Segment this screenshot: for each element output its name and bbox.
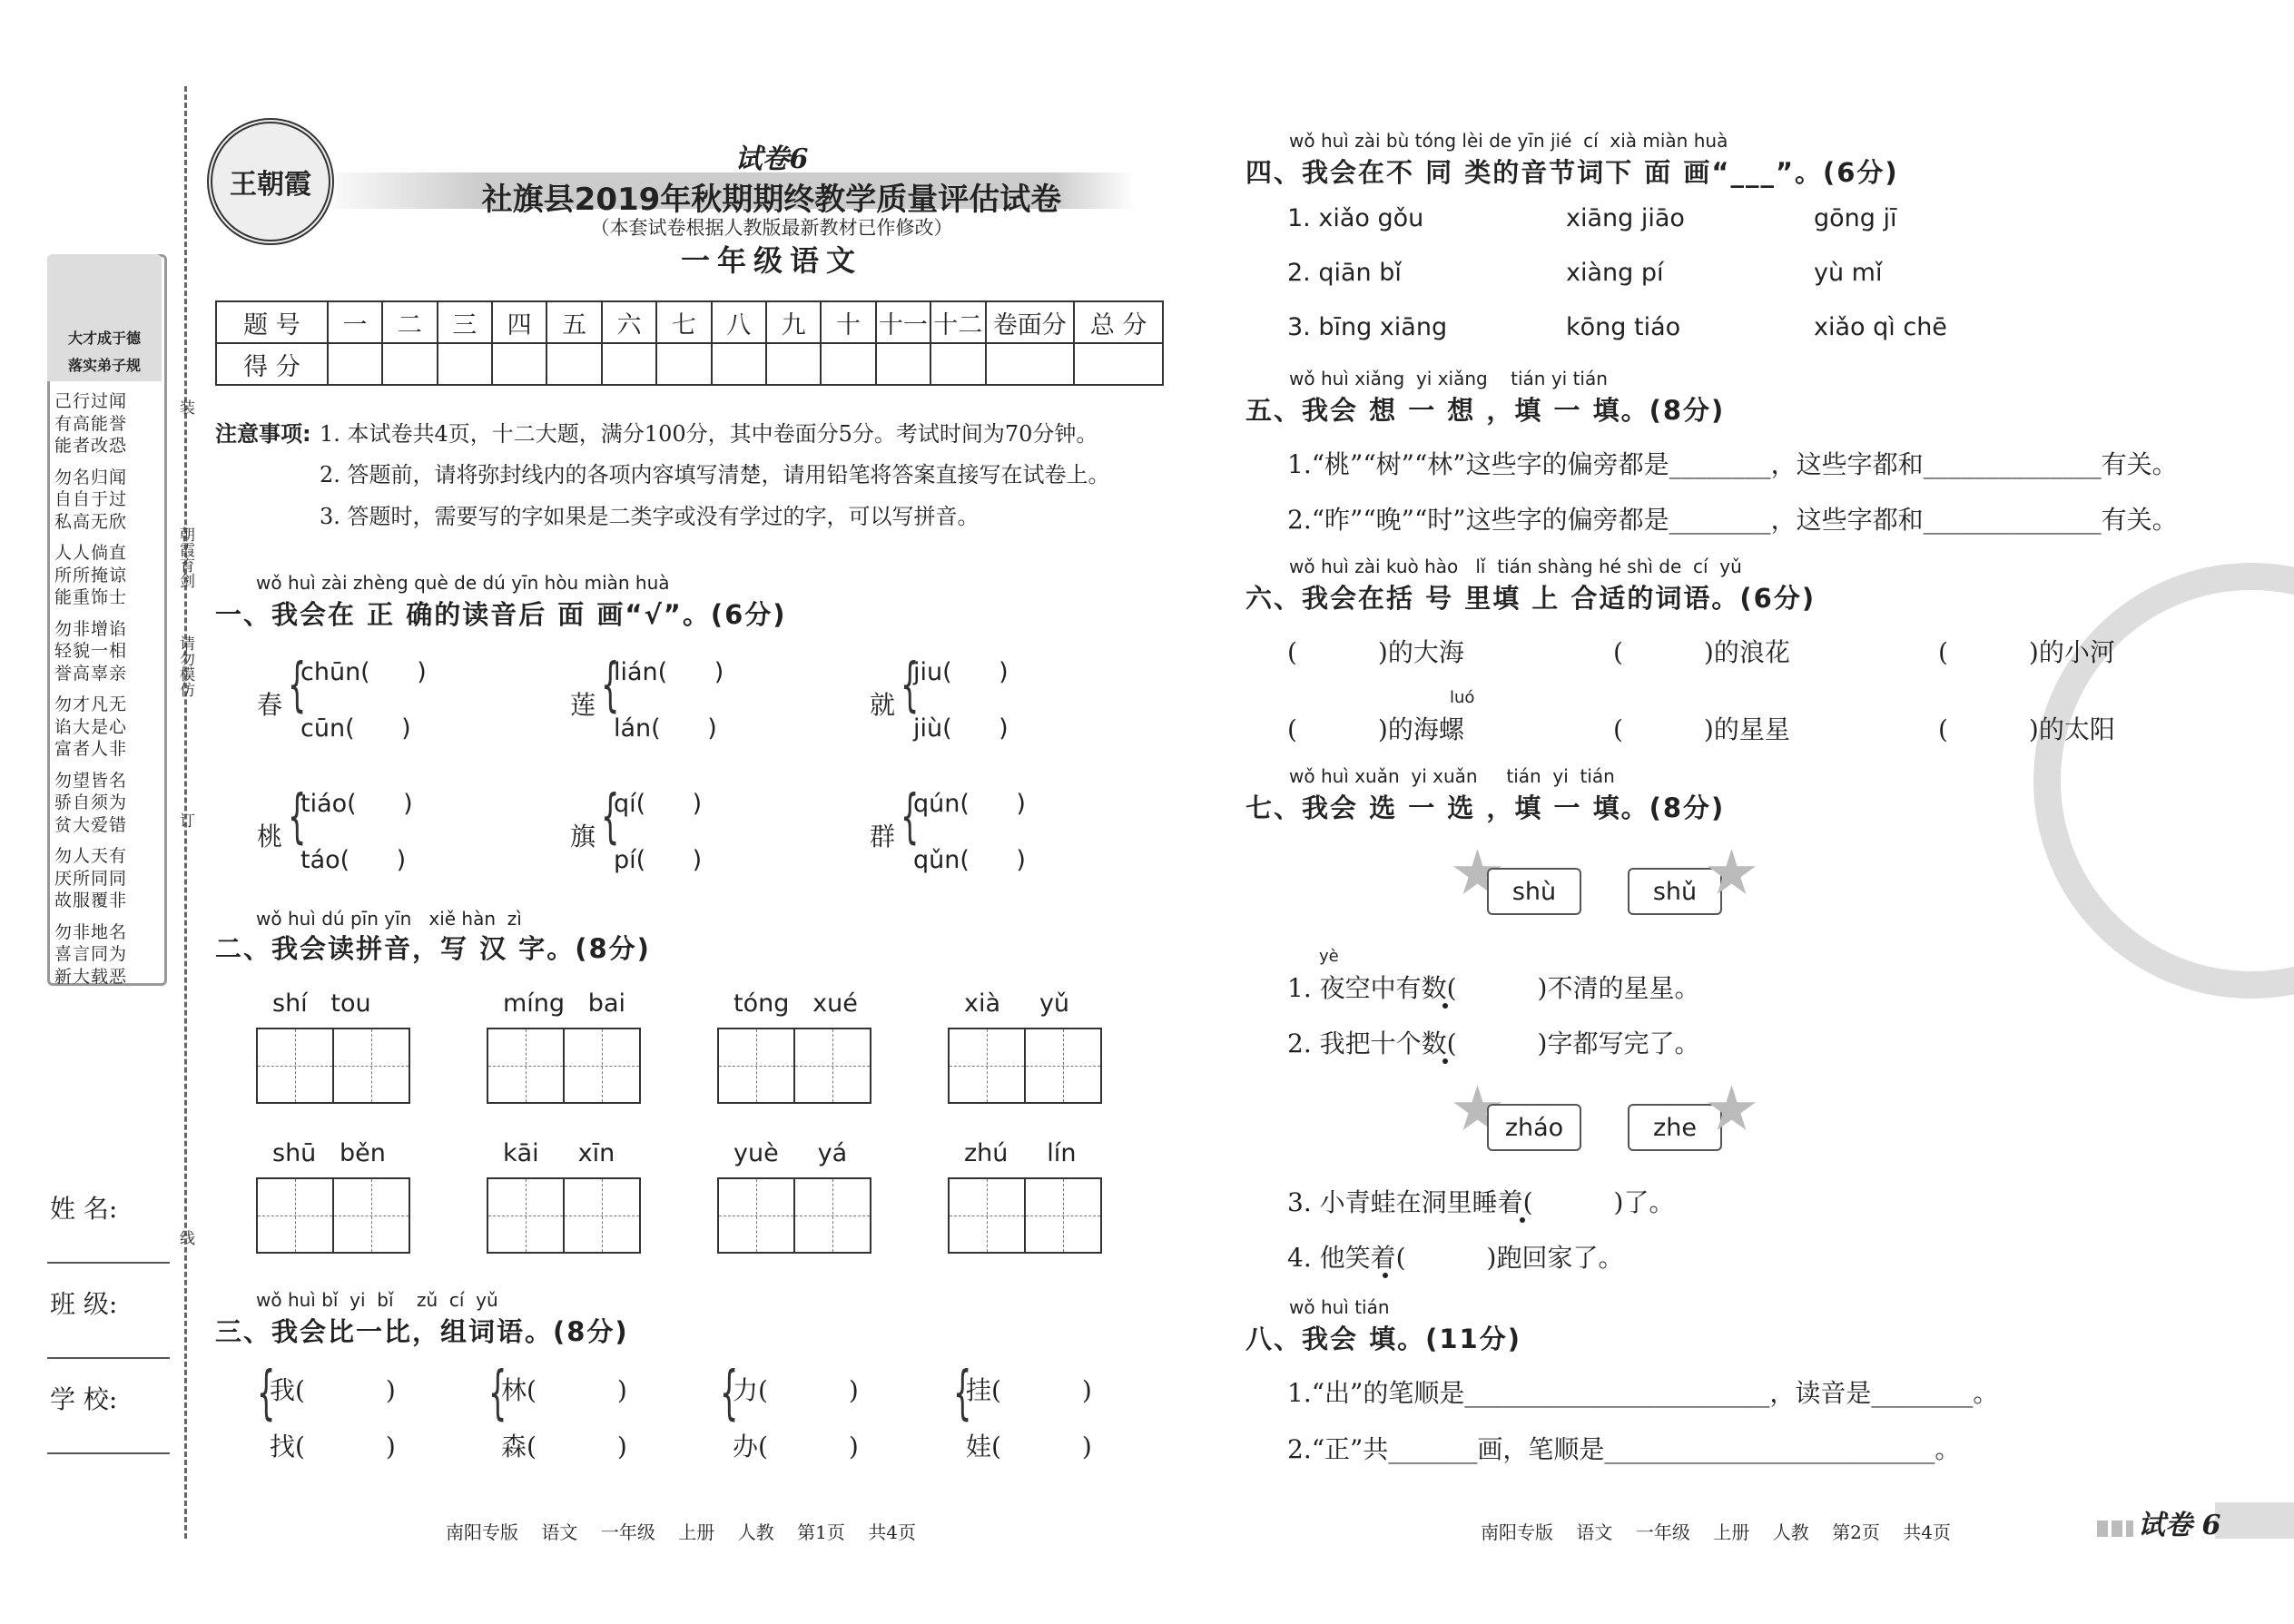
motto-row: 勿非增谄	[54, 618, 128, 639]
q1-char: 莲	[570, 690, 596, 720]
score-input-cell[interactable]	[766, 343, 821, 385]
q1-option-b: lán( )	[614, 714, 717, 743]
q4-option: xiāng jiāo	[1566, 204, 1685, 232]
paper-number: 试卷6	[734, 143, 809, 175]
q6-item-3: ( )的小河	[1938, 637, 2115, 667]
q7-item-1: 1. 夜空中有数( )不清的星星。	[1287, 973, 1700, 1003]
q4-pinyin: wǒ huì zài bù tóng lèi de yīn jié cí xià miàn huà	[1289, 130, 1728, 152]
tianzige-cell[interactable]	[1026, 1029, 1100, 1102]
q1-option-a: jiu( )	[913, 658, 1009, 686]
tianzige-cell[interactable]	[258, 1029, 334, 1102]
q2-title: 二、我会读拼音，写 汉 字。(8分)	[215, 933, 651, 964]
score-header-cell: 题 号	[216, 301, 328, 343]
motto-row: 勿人天有	[54, 846, 128, 866]
tianzige-grid[interactable]	[256, 1028, 410, 1104]
motto-row: 自自于过	[54, 489, 128, 509]
motto-row: 勿名归闻	[54, 467, 128, 487]
motto-row: 私高无欣	[54, 511, 128, 532]
score-header-cell: 四	[492, 301, 546, 343]
pinyin-card-zhe: zhe	[1628, 1104, 1722, 1151]
pinyin-card-shu3: shǔ	[1628, 868, 1722, 915]
score-input-cell[interactable]	[986, 343, 1075, 385]
tianzige-cell[interactable]	[565, 1179, 639, 1252]
pinyin-card-zhao: zháo	[1487, 1104, 1581, 1151]
score-header-cell: 二	[382, 301, 437, 343]
score-header-cell: 总 分	[1074, 301, 1163, 343]
q2-pinyin-word: kāi xīn	[503, 1139, 615, 1167]
q7-pinyin: wǒ huì xuǎn yi xuǎn tián yi tián	[1289, 765, 1615, 787]
side-note-1: 装	[176, 399, 194, 415]
q1-char: 旗	[570, 822, 596, 851]
brace-icon: {	[257, 1360, 276, 1427]
score-label-cell: 得 分	[216, 343, 328, 385]
motto-row: 勿才凡无	[54, 694, 128, 714]
motto-row: 人人倘直	[54, 543, 128, 563]
brace-icon: {	[288, 652, 307, 719]
score-input-cell[interactable]	[382, 343, 437, 385]
motto-row: 骄自须为	[54, 792, 128, 812]
q7-title: 七、我会 选 一 选 ，填 一 填。(8分)	[1245, 792, 1726, 823]
motto-row: 能重饰士	[54, 587, 128, 607]
q2-pinyin-word: shí tou	[272, 989, 371, 1018]
q1-char: 春	[257, 690, 283, 720]
score-header-cell: 九	[766, 301, 821, 343]
brace-icon: {	[720, 1360, 739, 1427]
notice-item-1: 1. 本试卷共4页，十二大题，满分100分，其中卷面分5分。考试时间为70分钟。	[320, 421, 1098, 447]
score-input-cell[interactable]	[656, 343, 711, 385]
q6-item-6: ( )的太阳	[1938, 714, 2115, 744]
q1-char: 桃	[257, 822, 283, 851]
motto-row: 谄大是心	[54, 716, 128, 737]
emphasis-dot	[1383, 1273, 1388, 1278]
q1-option-b: táo( )	[300, 846, 407, 874]
tianzige-cell[interactable]	[565, 1029, 639, 1102]
q6-item-5: ( )的星星	[1613, 714, 1790, 744]
score-header-cell: 五	[546, 301, 601, 343]
q2-pinyin-word: tóng xué	[733, 989, 858, 1018]
motto-row: 誉高辜亲	[54, 663, 128, 684]
q3-word-a: 挂( )	[966, 1375, 1092, 1405]
score-header-cell: 六	[602, 301, 656, 343]
motto-row: 所所掩谅	[54, 565, 128, 586]
q3-word-b: 找( )	[270, 1432, 396, 1462]
brace-icon: {	[901, 783, 920, 851]
strip-caption-2: 落实弟子规	[67, 357, 141, 374]
class-field[interactable]	[47, 1357, 170, 1359]
q6-item-2: ( )的浪花	[1613, 637, 1790, 667]
q1-option-a: qí( )	[614, 790, 703, 818]
q1-option-a: lián( )	[614, 658, 724, 686]
motto-row: 轻貌一相	[54, 641, 128, 661]
q1-option-b: pí( )	[614, 846, 703, 874]
footer-left: 南阳专版 语文 一年级 上册 人教 第1页 共4页	[445, 1521, 917, 1543]
name-field[interactable]	[47, 1262, 170, 1264]
motto-row: 贫大爱错	[54, 814, 128, 835]
tianzige-cell[interactable]	[719, 1029, 795, 1102]
name-label: 姓 名:	[50, 1194, 118, 1224]
brace-icon: {	[601, 652, 620, 719]
q5-item-1: 1.“桃”“树”“林”这些字的偏旁都是________，这些字都和______________有关。	[1287, 449, 2178, 479]
tianzige-cell[interactable]	[1026, 1179, 1100, 1252]
q4-title: 四、我会在不 同 类的音节词下 面 画“___”。(6分)	[1245, 157, 1899, 188]
notice-item-3: 3. 答题时，需要写的字如果是二类字或没有学过的字，可以写拼音。	[320, 504, 980, 529]
tianzige-cell[interactable]	[334, 1179, 409, 1252]
motto-row: 新大载恶	[54, 966, 128, 987]
score-header-cell: 十	[821, 301, 875, 343]
score-header-cell: 卷面分	[986, 301, 1075, 343]
brace-icon: {	[488, 1360, 507, 1427]
school-label: 学 校:	[50, 1384, 118, 1414]
motto-row: 勿非地名	[54, 921, 128, 942]
q6-item-4: ( )的海螺	[1287, 714, 1464, 744]
q5-item-2: 2.“昨”“晚”“时”这些字的偏旁都是________，这些字都和______________有关。	[1287, 505, 2178, 535]
q2-pinyin-word: zhú lín	[964, 1139, 1077, 1167]
q3-pinyin: wǒ huì bǐ yi bǐ zǔ cí yǔ	[256, 1289, 498, 1311]
score-input-cell[interactable]	[930, 343, 985, 385]
motto-row: 喜言同为	[54, 944, 128, 964]
score-input-cell[interactable]	[712, 343, 766, 385]
q1-option-a: chūn( )	[300, 658, 427, 686]
side-note-4: 订	[176, 812, 194, 828]
q7-item-3: 3. 小青蛙在洞里睡着( )了。	[1287, 1187, 1675, 1217]
motto-row: 厌所同同	[54, 868, 128, 889]
q4-option: kōng tiáo	[1566, 313, 1681, 341]
tianzige-cell[interactable]	[795, 1029, 870, 1102]
brace-icon: {	[601, 783, 620, 851]
motto-text	[54, 390, 156, 997]
score-input-cell[interactable]	[546, 343, 601, 385]
q8-pinyin: wǒ huì tián	[1289, 1296, 1390, 1318]
strip-caption-1: 大才成于德	[67, 330, 141, 347]
q3-word-b: 娃( )	[966, 1432, 1092, 1462]
q3-word-a: 力( )	[733, 1375, 859, 1405]
score-input-cell[interactable]	[438, 343, 492, 385]
notice-item-2: 2. 答题前，请将弥封线内的各项内容填写清楚，请用铅笔将答案直接写在试卷上。	[320, 462, 1110, 487]
footer-paper-number: 试卷 6	[2138, 1510, 2221, 1541]
q8-title: 八、我会 填。(11分)	[1245, 1324, 1521, 1354]
q1-option-a: qún( )	[913, 790, 1026, 818]
q5-pinyin: wǒ huì xiǎng yi xiǎng tián yi tián	[1289, 368, 1608, 389]
score-input-cell[interactable]	[1074, 343, 1163, 385]
score-header-cell: 一	[328, 301, 382, 343]
brace-icon: {	[288, 783, 307, 851]
emphasis-dot	[1442, 1058, 1448, 1064]
tianzige-cell[interactable]	[334, 1029, 409, 1102]
q3-word-a: 我( )	[270, 1375, 396, 1405]
motto-row: 勿望皆名	[54, 770, 128, 791]
tianzige-cell[interactable]	[719, 1179, 795, 1252]
motto-row: 己行过闻	[54, 391, 128, 411]
side-note-2: 朝霞育剑	[176, 527, 194, 588]
tianzige-cell[interactable]	[488, 1179, 565, 1252]
brace-icon: {	[901, 652, 920, 719]
q4-option: 1. xiǎo gǒu	[1287, 204, 1424, 232]
motto-row: 故服覆非	[54, 891, 128, 910]
score-input-cell[interactable]	[602, 343, 656, 385]
logo: 王朝霞	[207, 118, 334, 245]
score-input-cell[interactable]	[492, 343, 546, 385]
score-header-cell: 七	[656, 301, 711, 343]
score-header-cell: 三	[438, 301, 492, 343]
notice-label: 注意事项:	[215, 421, 311, 447]
q7-item-2: 2. 我把十个数( )字都写完了。	[1287, 1029, 1700, 1058]
q3-word-b: 森( )	[501, 1432, 627, 1462]
tianzige-grid[interactable]	[717, 1028, 871, 1104]
q6-pinyin: wǒ huì zài kuò hào lǐ tián shàng hé shì de cí yǔ	[1289, 556, 1742, 577]
class-label: 班 级:	[50, 1289, 118, 1319]
q3-word-b: 办( )	[733, 1432, 859, 1462]
q1-title: 一、我会在 正 确的读音后 面 画“√”。(6分)	[215, 599, 787, 630]
score-table	[215, 300, 1164, 386]
emphasis-dot	[1520, 1217, 1525, 1223]
motto-row: 能者改恐	[54, 436, 128, 456]
school-field[interactable]	[47, 1452, 170, 1454]
page-title: 社旗县2019年秋期期终教学质量评估试卷	[481, 182, 1062, 218]
q2-pinyin-word: shū běn	[272, 1139, 386, 1167]
q8-item-2: 2.“正”共_______画，笔顺是__________________________。	[1287, 1434, 1961, 1464]
tianzige-grid[interactable]	[487, 1177, 641, 1254]
q8-item-1: 1.“出”的笔顺是________________________，读音是________。	[1287, 1378, 1999, 1408]
side-note-5: 线	[176, 1230, 194, 1245]
tianzige-cell[interactable]	[950, 1029, 1026, 1102]
q1-option-b: jiù( )	[913, 714, 1009, 743]
footer-deco	[2097, 1521, 2133, 1537]
tianzige-grid[interactable]	[948, 1028, 1102, 1104]
q6-title: 六、我会在括 号 里填 上 合适的词语。(6分)	[1245, 583, 1816, 614]
footer-tab	[2215, 1502, 2294, 1539]
side-note-3: 请勿模仿	[176, 635, 194, 697]
motto-row: 有高能誉	[54, 413, 128, 434]
q6-luo-pinyin: luó	[1450, 688, 1475, 707]
footer-right: 南阳专版 语文 一年级 上册 人教 第2页 共4页	[1480, 1521, 1952, 1543]
pinyin-card-shu4: shù	[1487, 868, 1581, 915]
score-input-cell[interactable]	[821, 343, 875, 385]
score-header-cell: 八	[712, 301, 766, 343]
tianzige-cell[interactable]	[950, 1179, 1026, 1252]
q4-option: 2. qiān bǐ	[1287, 259, 1402, 287]
q3-title: 三、我会比一比，组词语。(8分)	[215, 1316, 629, 1347]
tianzige-cell[interactable]	[488, 1029, 565, 1102]
q1-char: 就	[870, 690, 896, 720]
seal-watermark	[2033, 563, 2294, 999]
q4-option: yù mǐ	[1814, 259, 1883, 287]
tianzige-cell[interactable]	[258, 1179, 334, 1252]
tianzige-grid[interactable]	[487, 1028, 641, 1104]
q2-pinyin: wǒ huì dú pīn yīn xiě hàn zì	[256, 908, 522, 930]
q5-title: 五、我会 想 一 想 ，填 一 填。(8分)	[1245, 395, 1726, 426]
q1-option-b: cūn( )	[300, 714, 411, 743]
score-header-cell: 十二	[930, 301, 985, 343]
q7-ye-pinyin: yè	[1319, 947, 1339, 966]
tianzige-grid[interactable]	[256, 1177, 410, 1254]
q4-option: xiǎo qì chē	[1814, 313, 1947, 341]
motto-row: 富者人非	[54, 739, 128, 759]
page-subtitle: （本套试卷根据人教版最新教材已作修改）	[590, 217, 953, 239]
q1-pinyin: wǒ huì zài zhèng què de dú yīn hòu miàn huà	[256, 572, 670, 594]
q7-item-4: 4. 他笑着( )跑回家了。	[1287, 1243, 1624, 1273]
q1-option-b: qǔn( )	[913, 846, 1026, 874]
q2-pinyin-word: yuè yá	[733, 1139, 848, 1167]
tianzige-grid[interactable]	[717, 1177, 871, 1254]
brace-icon: {	[953, 1360, 972, 1427]
q4-option: xiàng pí	[1566, 259, 1664, 287]
score-input-cell[interactable]	[876, 343, 930, 385]
grade-subject: 一年级语文	[680, 243, 862, 278]
q1-char: 群	[870, 822, 896, 851]
tianzige-cell[interactable]	[795, 1179, 870, 1252]
q1-option-a: tiáo( )	[300, 790, 413, 818]
q2-pinyin-word: xià yǔ	[964, 989, 1070, 1018]
score-input-cell[interactable]	[328, 343, 382, 385]
q4-option: 3. bīng xiāng	[1287, 313, 1448, 341]
tianzige-grid[interactable]	[948, 1177, 1102, 1254]
score-header-cell: 十一	[876, 301, 930, 343]
q6-item-1: ( )的大海	[1287, 637, 1464, 667]
q2-pinyin-word: míng bai	[503, 989, 625, 1018]
emphasis-dot	[1442, 1003, 1448, 1009]
q4-option: gōng jī	[1814, 204, 1897, 232]
q3-word-a: 林( )	[501, 1375, 627, 1405]
